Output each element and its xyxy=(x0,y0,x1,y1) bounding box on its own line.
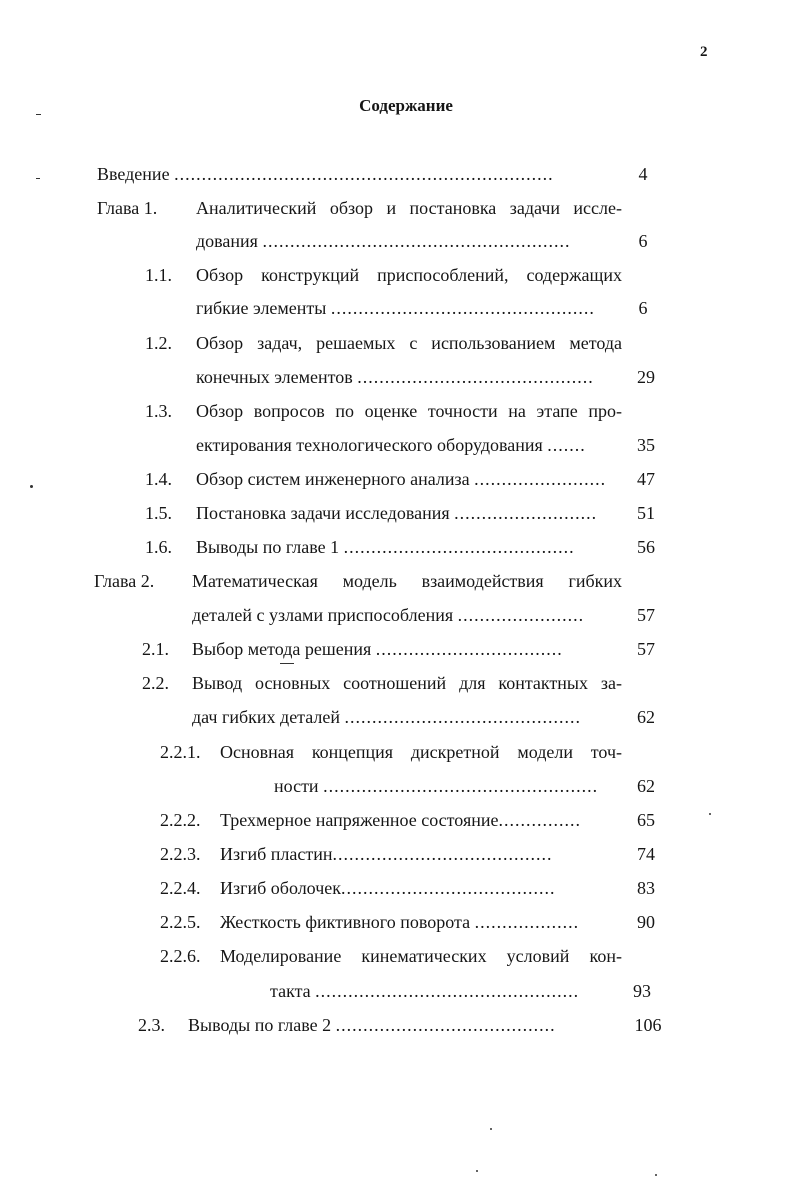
toc-page-number: 62 xyxy=(637,707,655,727)
toc-entry-number: 1.6. xyxy=(145,537,172,557)
toc-entry-label: Жесткость фиктивного поворота ................... xyxy=(220,912,580,932)
toc-entry-label-continued: гибкие элементы ................................................ xyxy=(196,298,595,318)
toc-entry-label: Математическая модель взаимодействия гибких xyxy=(192,571,622,591)
toc-page-number: 57 xyxy=(637,605,655,625)
toc-page-number: 35 xyxy=(637,435,655,455)
toc-entry-number: 2.2.2. xyxy=(160,810,201,830)
toc-entry-number: 2.2.1. xyxy=(160,742,201,762)
toc-entry-label-continued: дования ........................................................ xyxy=(196,231,571,251)
toc-page-number: 6 xyxy=(638,298,648,318)
scan-speck xyxy=(280,663,294,664)
toc-page-number: 6 xyxy=(638,231,648,251)
toc-entry-label: Изгиб оболочек....................................... xyxy=(220,878,556,898)
toc-entry-label-continued: конечных элементов ........................................... xyxy=(196,367,594,387)
toc-entry-label: Изгиб пластин........................................ xyxy=(220,844,553,864)
toc-entry-label: Основная концепция дискретной модели точ- xyxy=(220,742,622,762)
toc-page-number: 93 xyxy=(633,981,651,1001)
page-number: 2 xyxy=(700,44,708,60)
toc-entry-label: Обзор конструкций приспособлений, содержащих xyxy=(196,265,622,285)
toc-entry-number: 1.2. xyxy=(145,333,172,353)
toc-entry-label: Выводы по главе 2 ........................................ xyxy=(188,1015,556,1035)
toc-entry-number: Глава 2. xyxy=(94,571,155,591)
toc-entry-number: 2.2.3. xyxy=(160,844,201,864)
toc-entry-label-continued: такта ................................................ xyxy=(270,981,580,1001)
toc-page-number: 57 xyxy=(637,639,655,659)
toc-entry-label-continued: деталей с узлами приспособления ....................... xyxy=(192,605,585,625)
scan-speck xyxy=(490,1128,492,1130)
toc-entry-number: Глава 1. xyxy=(97,198,158,218)
toc-entry-label: Обзор вопросов по оценке точности на этапе про- xyxy=(196,401,622,421)
toc-entry-label: Обзор задач, решаемых с использованием метода xyxy=(196,333,622,353)
toc-page-number: 65 xyxy=(637,810,655,830)
toc-entry-number: 1.3. xyxy=(145,401,172,421)
toc-entry-number: 1.1. xyxy=(145,265,172,285)
toc-page-number: 106 xyxy=(634,1015,662,1035)
toc-entry-label-continued: ности .................................................. xyxy=(274,776,599,796)
scan-speck xyxy=(709,813,711,815)
scan-speck xyxy=(30,485,33,488)
toc-page-number: 90 xyxy=(637,912,655,932)
toc-entry-number: 2.2.6. xyxy=(160,946,201,966)
toc-entry-number: 2.2.4. xyxy=(160,878,201,898)
toc-entry-label: Вывод основных соотношений для контактных за- xyxy=(192,673,622,693)
toc-page-number: 56 xyxy=(637,537,655,557)
toc-entry-number: 1.4. xyxy=(145,469,172,489)
toc-entry-number: 2.3. xyxy=(138,1015,165,1035)
toc-entry-label-continued: ектирования технологического оборудования ....... xyxy=(196,435,586,455)
toc-entry-number: 2.2.5. xyxy=(160,912,201,932)
scan-speck xyxy=(476,1170,478,1172)
scan-speck xyxy=(36,114,41,115)
toc-entry-label-continued: дач гибких деталей ........................................... xyxy=(192,707,582,727)
toc-entry-number: 1.5. xyxy=(145,503,172,523)
toc-page-number: 47 xyxy=(637,469,655,489)
scan-speck xyxy=(655,1174,657,1176)
toc-page-number: 62 xyxy=(637,776,655,796)
toc-entry-label: Моделирование кинематических условий кон- xyxy=(220,946,622,966)
toc-entry-label: Аналитический обзор и постановка задачи иссле- xyxy=(196,198,622,218)
toc-entry-label: Выбор метода решения .................................. xyxy=(192,639,563,659)
toc-page-number: 74 xyxy=(637,844,655,864)
toc-entry-number: 2.1. xyxy=(142,639,169,659)
toc-page-number: 4 xyxy=(638,164,648,184)
toc-entry-number: 2.2. xyxy=(142,673,169,693)
toc-page-number: 29 xyxy=(637,367,655,387)
page-title: Содержание xyxy=(359,96,453,115)
toc-entry-label: Постановка задачи исследования .......................... xyxy=(196,503,598,523)
toc-entry-label: Трехмерное напряженное состояние............... xyxy=(220,810,581,830)
toc-entry-label: Выводы по главе 1 .......................................... xyxy=(196,537,575,557)
toc-entry-label: Введение ..................................................................... xyxy=(97,164,554,184)
toc-page-number: 51 xyxy=(637,503,655,523)
scan-speck xyxy=(36,178,40,179)
toc-page-number: 83 xyxy=(637,878,655,898)
toc-entry-label: Обзор систем инженерного анализа ........................ xyxy=(196,469,607,489)
